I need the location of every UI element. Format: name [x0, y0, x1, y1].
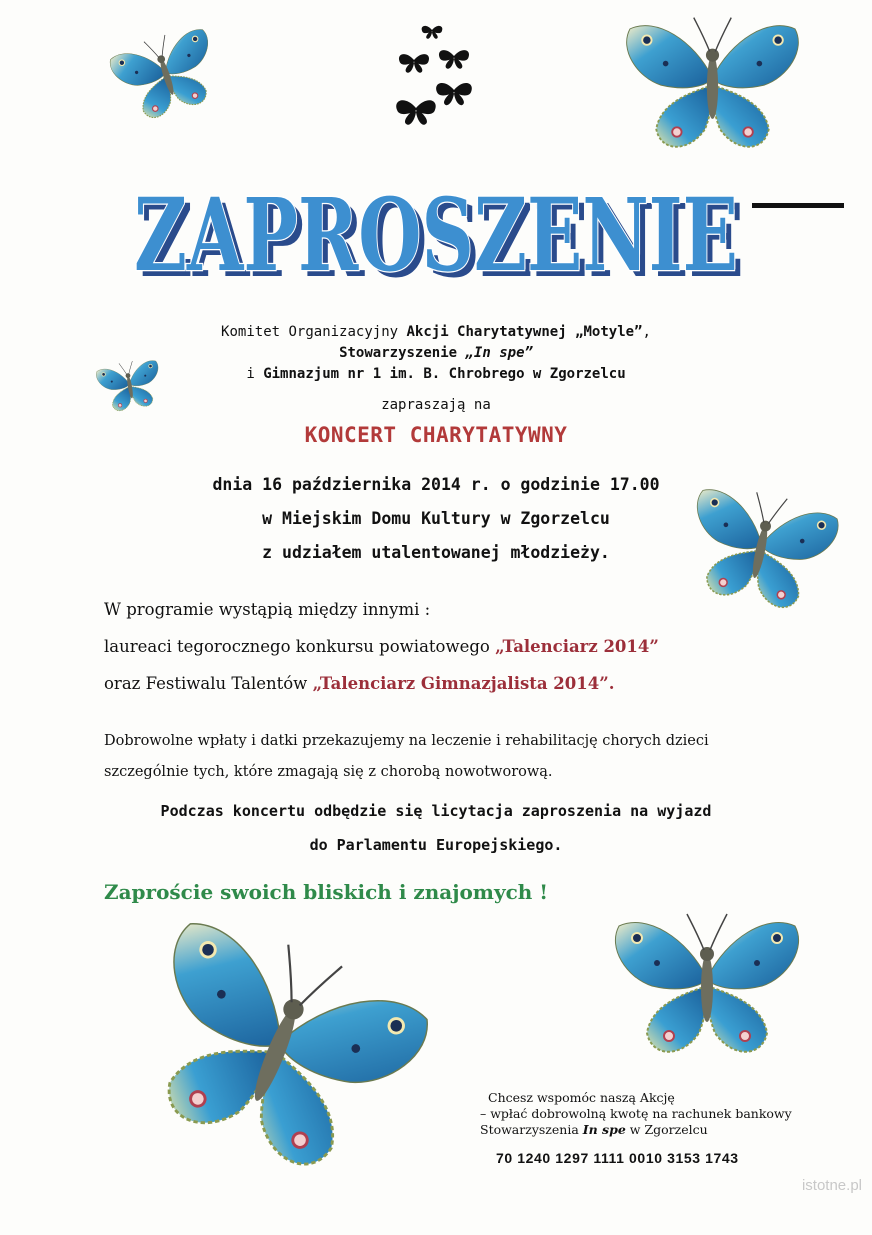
organizers-line-2 — [0, 343, 872, 364]
bank-association-name: In spe — [582, 1122, 626, 1137]
organizers-conjunction: i — [246, 366, 264, 382]
organizers-association-name: „In spe” — [465, 345, 533, 361]
program-laureates: laureaci tegorocznego konkursu powiatowego — [104, 637, 496, 656]
bank-association: Stowarzyszenia — [480, 1122, 583, 1137]
event-participants: z udziałem utalentowanej młodzieży. — [262, 543, 610, 562]
program-festival-name: „Talenciarz Gimnazjalista 2014”. — [312, 674, 615, 693]
bank-line-1: Chcesz wspomóc naszą Akcję — [488, 1090, 675, 1105]
title-graphic — [118, 158, 758, 288]
auction-line-1: Podczas koncertu odbędzie się licytacja zaproszenia na wyjazd — [160, 802, 712, 820]
butterfly-icon — [112, 12, 222, 142]
bank-city: w Zgorzelcu — [625, 1122, 708, 1137]
donation-line-2: szczególnie tych, które zmagają się z chorobą nowotworową. — [104, 764, 553, 780]
closing-invite: Zaproście swoich bliskich i znajomych ! — [104, 880, 549, 904]
organizers-text: Komitet Organizacyjny — [221, 324, 407, 340]
organizers-association: Stowarzyszenie — [339, 345, 466, 361]
organizers-school: Gimnazjum nr 1 im. B. Chrobrego w Zgorzelcu — [263, 366, 626, 382]
bank-account-number: 70 1240 1297 1111 0010 3153 1743 — [496, 1150, 739, 1166]
invite-verb: zapraszają na — [381, 397, 491, 413]
bank-line-3 — [480, 1122, 792, 1138]
auction-line-2: do Parlamentu Europejskiego. — [309, 836, 563, 854]
black-butterflies-icon — [388, 12, 488, 132]
organizers-comma: , — [642, 324, 651, 340]
organizers-line-3 — [0, 364, 872, 385]
program-contest-name: „Talenciarz 2014” — [495, 637, 659, 656]
bank-line-2: – wpłać dobrowolną kwotę na rachunek bankowy — [480, 1106, 792, 1121]
program-line-3 — [104, 668, 614, 700]
butterfly-icon — [596, 908, 818, 1068]
title-text: ZAPROSZENIE — [134, 176, 738, 288]
title-shadow: ZAPROSZENIE — [140, 182, 744, 288]
butterfly-icon — [130, 920, 420, 1190]
page-title — [118, 158, 758, 288]
program-line-2 — [104, 631, 659, 663]
event-venue: w Miejskim Domu Kultury w Zgorzelcu — [262, 509, 610, 528]
organizers-action-name: Akcji Charytatywnej „Motyle” — [406, 324, 643, 340]
program-festival: oraz Festiwalu Talentów — [104, 674, 313, 693]
organizers-line-1 — [0, 322, 872, 343]
bank-info — [480, 1090, 792, 1138]
watermark: istotne.pl — [801, 1177, 862, 1194]
title-rule — [752, 203, 844, 208]
event-date: dnia 16 października 2014 r. o godzinie 17.00 — [212, 475, 660, 494]
donation-line-1: Dobrowolne wpłaty i datki przekazujemy na leczenie i rehabilitację chorych dzieci — [104, 733, 709, 749]
program-intro: W programie wystąpią między innymi : — [104, 600, 431, 619]
butterfly-icon — [600, 12, 825, 162]
concert-title: KONCERT CHARYTATYWNY — [304, 423, 568, 447]
